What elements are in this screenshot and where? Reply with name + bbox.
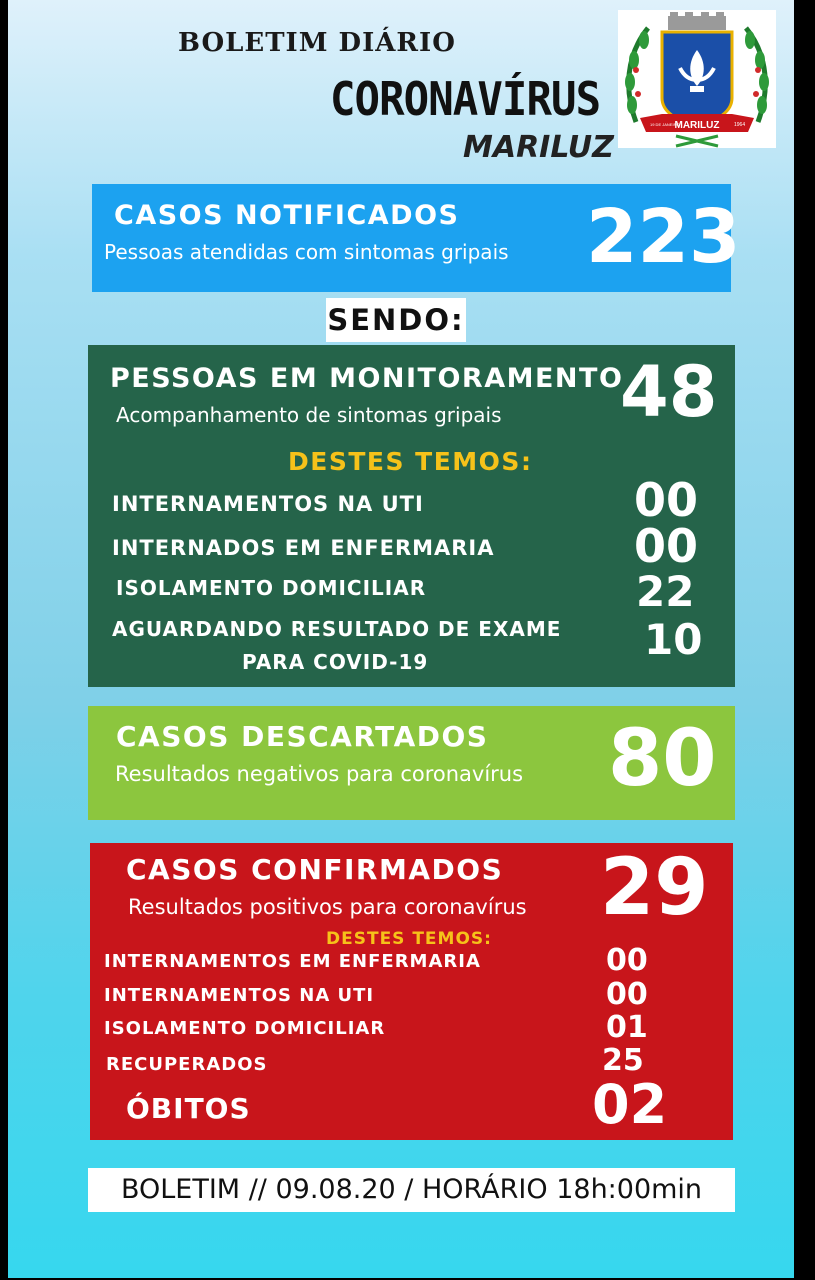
monitoring-subtitle: Acompanhamento de sintomas gripais xyxy=(116,403,502,427)
confirmed-cases-subtitle: Resultados positivos para coronavírus xyxy=(128,895,527,919)
confirmed-row-value: 25 xyxy=(602,1043,644,1078)
confirmed-destes-label: DESTES TEMOS: xyxy=(326,929,492,949)
notified-cases-value: 223 xyxy=(586,194,741,280)
coronavirus-title: CORONAVÍRUS xyxy=(330,72,601,126)
monitoring-row-label: INTERNADOS EM ENFERMARIA xyxy=(112,536,495,560)
monitoring-row-label-line2: PARA COVID-19 xyxy=(242,650,429,674)
crest-left-text: 19 DE JANEIRO xyxy=(650,122,680,127)
notified-cases-box xyxy=(92,184,741,292)
monitoring-row-label: ISOLAMENTO DOMICILIAR xyxy=(116,576,427,600)
crest-ribbon-text: MARILUZ xyxy=(674,120,720,131)
monitoring-row-value: 00 xyxy=(634,473,699,527)
crest-right-text: 1964 xyxy=(734,122,746,128)
city-name: MARILUZ xyxy=(463,130,614,165)
monitoring-value: 48 xyxy=(620,351,718,433)
confirmed-row-value: 00 xyxy=(606,943,648,978)
monitoring-title: PESSOAS EM MONITORAMENTO xyxy=(110,363,624,394)
confirmed-row-label: RECUPERADOS xyxy=(106,1054,268,1075)
monitoring-row-value: 22 xyxy=(636,567,695,616)
confirmed-row-label: ISOLAMENTO DOMICILIAR xyxy=(104,1018,386,1039)
confirmed-cases-box xyxy=(90,843,733,1140)
confirmed-row-label: INTERNAMENTOS EM ENFERMARIA xyxy=(104,951,481,972)
city-coat-of-arms-logo xyxy=(618,10,776,148)
discarded-cases-title: CASOS DESCARTADOS xyxy=(116,720,489,753)
monitoring-row-label: AGUARDANDO RESULTADO DE EXAME xyxy=(112,617,562,641)
bulletin-poster xyxy=(8,0,794,1278)
notified-cases-subtitle: Pessoas atendidas com sintomas gripais xyxy=(104,240,509,264)
confirmed-cases-title: CASOS CONFIRMADOS xyxy=(126,853,504,886)
monitoring-destes-label: DESTES TEMOS: xyxy=(288,447,533,476)
confirmed-row-label: INTERNAMENTOS NA UTI xyxy=(104,985,375,1006)
confirmed-row-value: 00 xyxy=(606,977,648,1012)
discarded-cases-box xyxy=(88,706,735,820)
bulletin-footer: BOLETIM // 09.08.20 / HORÁRIO 18h:00min xyxy=(88,1168,735,1212)
monitoring-row-value: 10 xyxy=(644,615,703,664)
monitoring-box xyxy=(88,345,735,687)
confirmed-row-value: 01 xyxy=(606,1010,648,1045)
notified-cases-title: CASOS NOTIFICADOS xyxy=(114,200,460,231)
discarded-cases-subtitle: Resultados negativos para coronavírus xyxy=(115,762,524,786)
discarded-cases-value: 80 xyxy=(608,714,717,804)
sendo-label: SENDO: xyxy=(326,298,466,342)
bulletin-title: BOLETIM DIÁRIO xyxy=(178,28,456,58)
confirmed-deaths-value: 02 xyxy=(592,1073,668,1136)
confirmed-deaths-label: ÓBITOS xyxy=(126,1092,251,1125)
confirmed-cases-value: 29 xyxy=(600,843,709,933)
monitoring-row-label: INTERNAMENTOS NA UTI xyxy=(112,492,424,516)
monitoring-row-value: 00 xyxy=(634,519,699,573)
